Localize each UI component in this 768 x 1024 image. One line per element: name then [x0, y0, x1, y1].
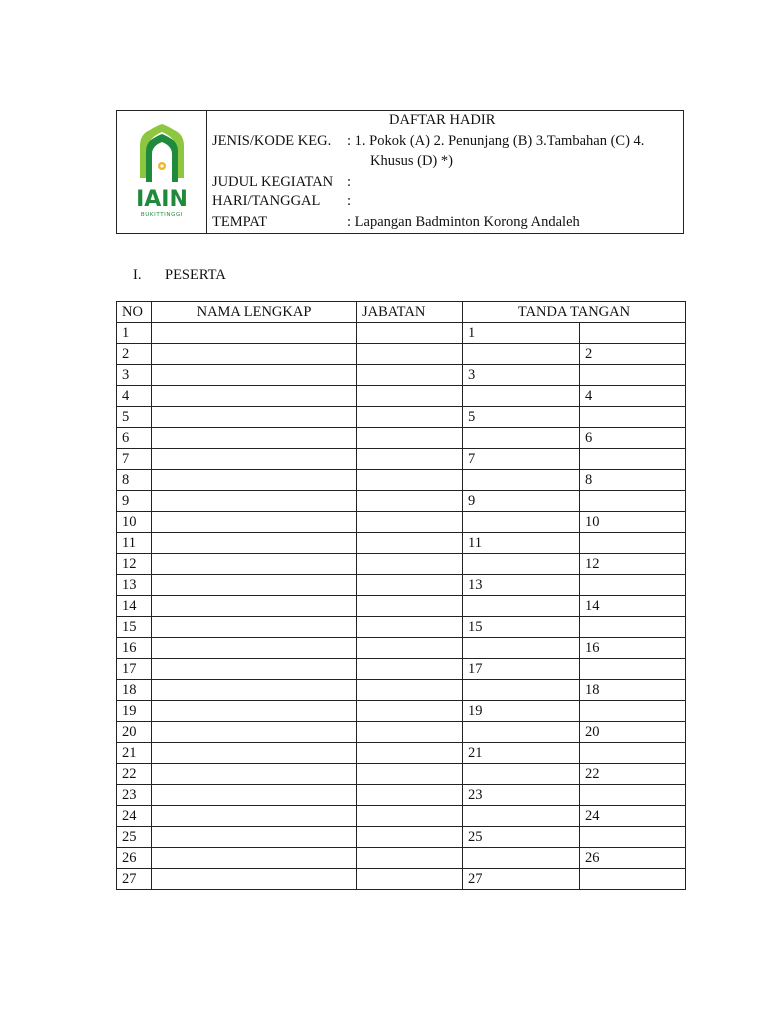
- table-row: [117, 512, 686, 533]
- row-number: 18: [117, 680, 152, 701]
- signature-right-cell[interactable]: [580, 575, 686, 596]
- row-number: 21: [117, 743, 152, 764]
- nama-lengkap-cell[interactable]: [152, 764, 357, 785]
- jabatan-cell[interactable]: [357, 533, 463, 554]
- row-number: 5: [117, 407, 152, 428]
- iain-bukittinggi-logo-icon: [134, 122, 190, 220]
- table-row: [117, 827, 686, 848]
- signature-left-cell[interactable]: [463, 638, 580, 659]
- jabatan-cell[interactable]: [357, 806, 463, 827]
- table-row: [117, 407, 686, 428]
- table-row: [117, 638, 686, 659]
- nama-lengkap-cell[interactable]: [152, 680, 357, 701]
- jabatan-cell[interactable]: [357, 848, 463, 869]
- logo-cell: [117, 111, 207, 233]
- row-number: 15: [117, 617, 152, 638]
- signature-left-cell[interactable]: 19: [463, 701, 580, 722]
- signature-right-cell[interactable]: [580, 743, 686, 764]
- signature-right-cell[interactable]: [580, 365, 686, 386]
- jabatan-cell[interactable]: [357, 722, 463, 743]
- jabatan-cell[interactable]: [357, 827, 463, 848]
- section-number: I.: [133, 267, 142, 283]
- table-row: [117, 449, 686, 470]
- table-row: [117, 470, 686, 491]
- table-row: [117, 848, 686, 869]
- table-row: [117, 743, 686, 764]
- nama-lengkap-cell[interactable]: [152, 785, 357, 806]
- signature-right-cell[interactable]: 8: [580, 470, 686, 491]
- nama-lengkap-cell[interactable]: [152, 449, 357, 470]
- signature-left-cell[interactable]: [463, 722, 580, 743]
- table-row: [117, 869, 686, 890]
- nama-lengkap-cell[interactable]: [152, 848, 357, 869]
- table-header-row: [117, 302, 686, 323]
- jabatan-cell[interactable]: [357, 512, 463, 533]
- signature-left-cell[interactable]: [463, 386, 580, 407]
- nama-lengkap-cell[interactable]: [152, 659, 357, 680]
- label-tempat: TEMPAT: [212, 214, 268, 230]
- signature-right-cell[interactable]: [580, 407, 686, 428]
- value-tempat: : Lapangan Badminton Korong Andaleh: [347, 214, 580, 230]
- logo-subtext: BUKITTINGGI: [140, 212, 184, 218]
- jabatan-cell[interactable]: [357, 491, 463, 512]
- table-row: [117, 554, 686, 575]
- signature-left-cell[interactable]: [463, 554, 580, 575]
- signature-left-cell[interactable]: 11: [463, 533, 580, 554]
- jabatan-cell[interactable]: [357, 638, 463, 659]
- value-hari-tanggal: :: [347, 193, 352, 209]
- label-judul-kegiatan: JUDUL KEGIATAN: [212, 174, 334, 190]
- nama-lengkap-cell[interactable]: [152, 806, 357, 827]
- jabatan-cell[interactable]: [357, 449, 463, 470]
- signature-right-cell[interactable]: 24: [580, 806, 686, 827]
- nama-lengkap-cell[interactable]: [152, 701, 357, 722]
- signature-left-cell[interactable]: [463, 470, 580, 491]
- nama-lengkap-cell[interactable]: [152, 869, 357, 890]
- table-row: [117, 344, 686, 365]
- signature-left-cell[interactable]: 25: [463, 827, 580, 848]
- jabatan-cell[interactable]: [357, 575, 463, 596]
- nama-lengkap-cell[interactable]: [152, 407, 357, 428]
- signature-left-cell[interactable]: [463, 344, 580, 365]
- signature-right-cell[interactable]: 4: [580, 386, 686, 407]
- document-title: DAFTAR HADIR: [389, 112, 496, 128]
- table-row: [117, 617, 686, 638]
- row-number: 27: [117, 869, 152, 890]
- signature-right-cell[interactable]: [580, 701, 686, 722]
- signature-left-cell[interactable]: [463, 848, 580, 869]
- jabatan-cell[interactable]: [357, 659, 463, 680]
- signature-right-cell[interactable]: 12: [580, 554, 686, 575]
- row-number: 17: [117, 659, 152, 680]
- signature-left-cell[interactable]: 13: [463, 575, 580, 596]
- signature-left-cell[interactable]: 17: [463, 659, 580, 680]
- signature-left-cell[interactable]: [463, 512, 580, 533]
- nama-lengkap-cell[interactable]: [152, 596, 357, 617]
- signature-right-cell[interactable]: 18: [580, 680, 686, 701]
- column-header-tanda-tangan: TANDA TANGAN: [463, 302, 686, 323]
- signature-right-cell[interactable]: [580, 323, 686, 344]
- row-number: 10: [117, 512, 152, 533]
- signature-right-cell[interactable]: [580, 491, 686, 512]
- row-number: 6: [117, 428, 152, 449]
- jabatan-cell[interactable]: [357, 743, 463, 764]
- label-hari-tanggal: HARI/TANGGAL: [212, 193, 321, 209]
- jabatan-cell[interactable]: [357, 323, 463, 344]
- nama-lengkap-cell[interactable]: [152, 638, 357, 659]
- row-number: 3: [117, 365, 152, 386]
- nama-lengkap-cell[interactable]: [152, 470, 357, 491]
- jabatan-cell[interactable]: [357, 785, 463, 806]
- attendance-table: [116, 301, 686, 890]
- row-number: 20: [117, 722, 152, 743]
- signature-right-cell[interactable]: [580, 785, 686, 806]
- jabatan-cell[interactable]: [357, 344, 463, 365]
- nama-lengkap-cell[interactable]: [152, 512, 357, 533]
- signature-left-cell[interactable]: 9: [463, 491, 580, 512]
- nama-lengkap-cell[interactable]: [152, 428, 357, 449]
- jabatan-cell[interactable]: [357, 407, 463, 428]
- row-number: 8: [117, 470, 152, 491]
- signature-left-cell[interactable]: 27: [463, 869, 580, 890]
- signature-right-cell[interactable]: [580, 659, 686, 680]
- signature-left-cell[interactable]: 3: [463, 365, 580, 386]
- nama-lengkap-cell[interactable]: [152, 323, 357, 344]
- value-jenis-kode-cont: Khusus (D) *): [370, 153, 453, 169]
- jabatan-cell[interactable]: [357, 554, 463, 575]
- signature-left-cell[interactable]: [463, 764, 580, 785]
- row-number: 4: [117, 386, 152, 407]
- column-header-nama-lengkap: NAMA LENGKAP: [152, 302, 357, 323]
- table-row: [117, 764, 686, 785]
- row-number: 9: [117, 491, 152, 512]
- nama-lengkap-cell[interactable]: [152, 386, 357, 407]
- row-number: 14: [117, 596, 152, 617]
- jabatan-cell[interactable]: [357, 764, 463, 785]
- signature-right-cell[interactable]: [580, 533, 686, 554]
- row-number: 11: [117, 533, 152, 554]
- header-box: [116, 110, 684, 234]
- jabatan-cell[interactable]: [357, 680, 463, 701]
- column-header-jabatan: JABATAN: [357, 302, 463, 323]
- signature-left-cell[interactable]: 23: [463, 785, 580, 806]
- signature-right-cell[interactable]: 10: [580, 512, 686, 533]
- jabatan-cell[interactable]: [357, 701, 463, 722]
- nama-lengkap-cell[interactable]: [152, 554, 357, 575]
- signature-right-cell[interactable]: 2: [580, 344, 686, 365]
- signature-right-cell[interactable]: 14: [580, 596, 686, 617]
- signature-left-cell[interactable]: 5: [463, 407, 580, 428]
- row-number: 16: [117, 638, 152, 659]
- logo-text: IAIN: [136, 187, 188, 212]
- signature-right-cell[interactable]: [580, 827, 686, 848]
- jabatan-cell[interactable]: [357, 869, 463, 890]
- nama-lengkap-cell[interactable]: [152, 344, 357, 365]
- table-row: [117, 491, 686, 512]
- row-number: 19: [117, 701, 152, 722]
- column-header-no: NO: [117, 302, 152, 323]
- row-number: 23: [117, 785, 152, 806]
- signature-left-cell[interactable]: [463, 806, 580, 827]
- row-number: 1: [117, 323, 152, 344]
- jabatan-cell[interactable]: [357, 470, 463, 491]
- signature-left-cell[interactable]: [463, 428, 580, 449]
- nama-lengkap-cell[interactable]: [152, 827, 357, 848]
- table-row: [117, 575, 686, 596]
- nama-lengkap-cell[interactable]: [152, 491, 357, 512]
- signature-left-cell[interactable]: 1: [463, 323, 580, 344]
- jabatan-cell[interactable]: [357, 365, 463, 386]
- jabatan-cell[interactable]: [357, 386, 463, 407]
- row-number: 22: [117, 764, 152, 785]
- table-row: [117, 722, 686, 743]
- row-number: 24: [117, 806, 152, 827]
- row-number: 26: [117, 848, 152, 869]
- row-number: 2: [117, 344, 152, 365]
- jabatan-cell[interactable]: [357, 596, 463, 617]
- row-number: 13: [117, 575, 152, 596]
- signature-left-cell[interactable]: 21: [463, 743, 580, 764]
- label-jenis-kode: JENIS/KODE KEG.: [212, 133, 332, 149]
- nama-lengkap-cell[interactable]: [152, 617, 357, 638]
- jabatan-cell[interactable]: [357, 617, 463, 638]
- signature-right-cell[interactable]: 22: [580, 764, 686, 785]
- table-row: [117, 680, 686, 701]
- nama-lengkap-cell[interactable]: [152, 575, 357, 596]
- signature-left-cell[interactable]: [463, 680, 580, 701]
- signature-right-cell[interactable]: 20: [580, 722, 686, 743]
- signature-right-cell[interactable]: 6: [580, 428, 686, 449]
- signature-left-cell[interactable]: 15: [463, 617, 580, 638]
- table-row: [117, 596, 686, 617]
- signature-right-cell[interactable]: [580, 869, 686, 890]
- signature-right-cell[interactable]: [580, 449, 686, 470]
- signature-right-cell[interactable]: [580, 617, 686, 638]
- table-row: [117, 806, 686, 827]
- table-row: [117, 533, 686, 554]
- nama-lengkap-cell[interactable]: [152, 365, 357, 386]
- section-title: PESERTA: [165, 267, 226, 283]
- table-row: [117, 365, 686, 386]
- table-row: [117, 701, 686, 722]
- signature-left-cell[interactable]: [463, 596, 580, 617]
- jabatan-cell[interactable]: [357, 428, 463, 449]
- signature-right-cell[interactable]: 26: [580, 848, 686, 869]
- table-row: [117, 785, 686, 806]
- table-row: [117, 323, 686, 344]
- signature-left-cell[interactable]: 7: [463, 449, 580, 470]
- table-row: [117, 428, 686, 449]
- nama-lengkap-cell[interactable]: [152, 743, 357, 764]
- value-judul-kegiatan: :: [347, 174, 352, 190]
- row-number: 7: [117, 449, 152, 470]
- table-row: [117, 659, 686, 680]
- row-number: 25: [117, 827, 152, 848]
- table-row: [117, 386, 686, 407]
- value-jenis-kode: : 1. Pokok (A) 2. Penunjang (B) 3.Tambahan (C) 4.: [347, 133, 645, 149]
- row-number: 12: [117, 554, 152, 575]
- nama-lengkap-cell[interactable]: [152, 533, 357, 554]
- nama-lengkap-cell[interactable]: [152, 722, 357, 743]
- signature-right-cell[interactable]: 16: [580, 638, 686, 659]
